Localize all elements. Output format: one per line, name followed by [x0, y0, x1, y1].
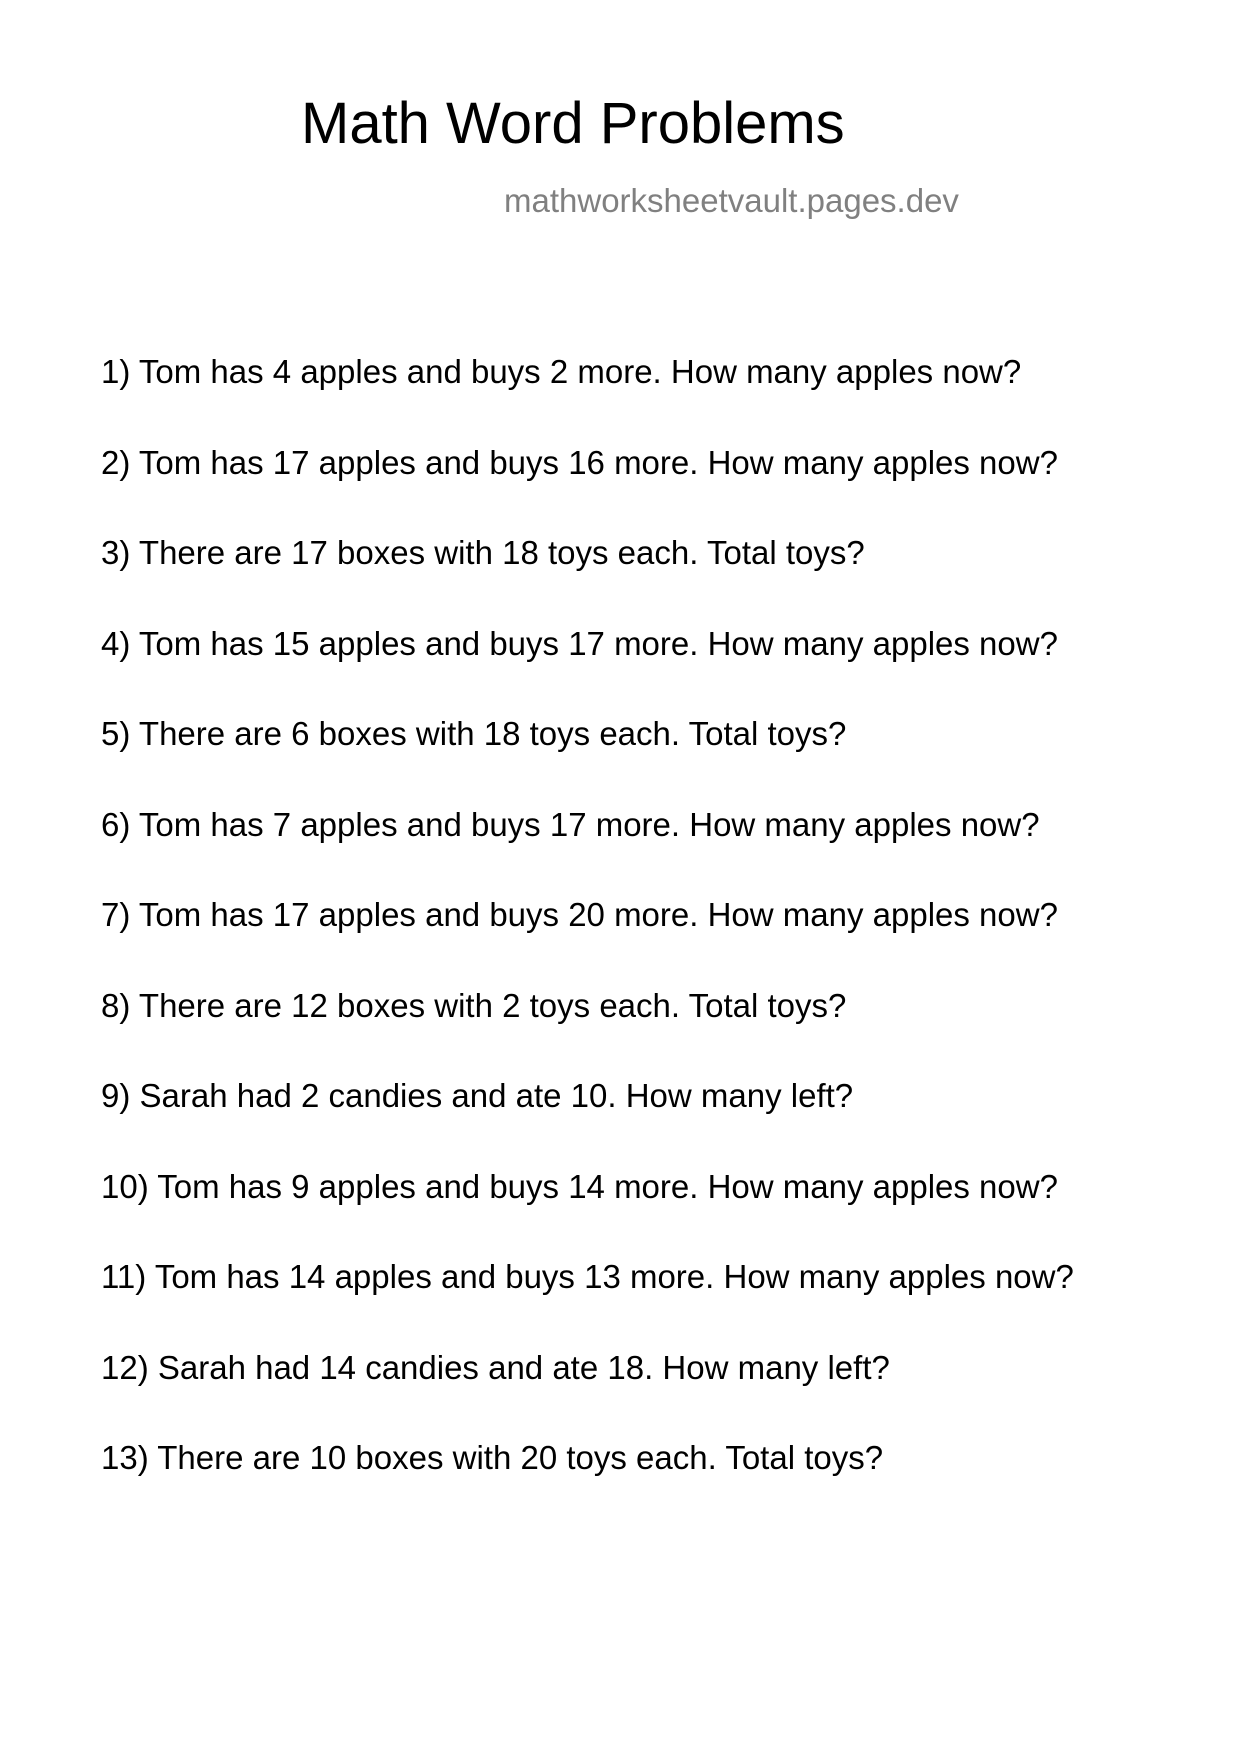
problem-list — [101, 352, 1074, 1529]
problem-item: 8) There are 12 boxes with 2 toys each. Total toys? — [101, 986, 847, 1024]
problem-item: 2) Tom has 17 apples and buys 16 more. How many apples now? — [101, 443, 1058, 481]
problem-item: 9) Sarah had 2 candies and ate 10. How many left? — [101, 1077, 854, 1114]
site-url: mathworksheetvault.pages.dev — [504, 182, 959, 219]
problem-item: 1) Tom has 4 apples and buys 2 more. How many apples now? — [101, 353, 1022, 390]
problem-item: 13) There are 10 boxes with 20 toys each. Total toys? — [101, 1439, 884, 1476]
problem-item: 7) Tom has 17 apples and buys 20 more. How many apples now? — [101, 896, 1058, 933]
problem-item: 6) Tom has 7 apples and buys 17 more. How many apples now? — [101, 805, 1040, 843]
problem-item: 5) There are 6 boxes with 18 toys each. Total toys? — [101, 715, 847, 752]
problem-item: 11) Tom has 14 apples and buys 13 more. How many apples now? — [101, 1258, 1074, 1295]
problem-item: 3) There are 17 boxes with 18 toys each. Total toys? — [101, 534, 865, 571]
problem-item: 12) Sarah had 14 candies and ate 18. How many left? — [101, 1348, 890, 1386]
page-title: Math Word Problems — [301, 91, 845, 156]
problem-item: 4) Tom has 15 apples and buys 17 more. How many apples now? — [101, 624, 1058, 662]
problem-item: 10) Tom has 9 apples and buys 14 more. How many apples now? — [101, 1167, 1058, 1205]
